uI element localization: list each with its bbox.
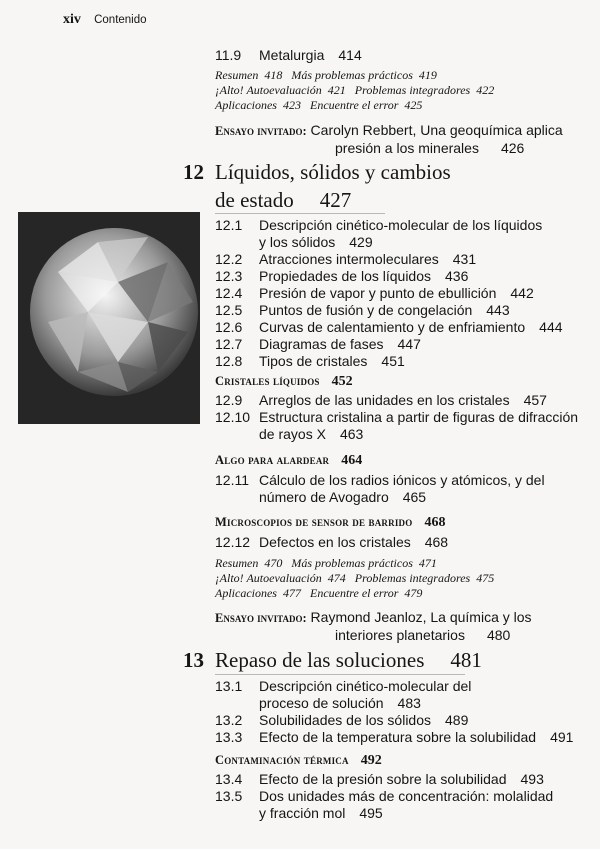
toc-entry-11-9[interactable] bbox=[215, 47, 362, 64]
essay-page: 426 bbox=[500, 140, 525, 156]
feature-algo-para-alardear[interactable] bbox=[215, 451, 362, 469]
feature-title: Microscopios de sensor de barrido bbox=[215, 515, 413, 529]
toc-entry-13-3[interactable]: 13.3 Efecto de la temperatura sobre la solubilidad 491 bbox=[215, 729, 574, 745]
toc-entry-12-2[interactable]: 12.2 Atracciones intermoleculares 431 bbox=[215, 251, 477, 267]
toc-entry-12-9[interactable]: 12.9 Arreglos de las unidades en los cristales 457 bbox=[215, 392, 547, 408]
chapter-rule bbox=[215, 674, 465, 675]
review-line: Aplicaciones 477 Encuentre el error 479 bbox=[215, 586, 423, 600]
toc-entry-13-1[interactable]: 13.1 Descripción cinético-molecular del proceso de solución 483 bbox=[215, 678, 472, 711]
chapter-number: 13 bbox=[183, 648, 204, 672]
feature-page: 492 bbox=[360, 753, 382, 768]
chapter-title-line: Repaso de las soluciones bbox=[215, 648, 425, 672]
feature-cristales-liquidos[interactable] bbox=[215, 372, 353, 390]
chapter-page: 427 bbox=[319, 188, 352, 212]
toc-entry-12-11[interactable]: 12.11 Cálculo de los radios iónicos y atómicos, y del número de Avogadro 465 bbox=[215, 472, 545, 505]
toc-entry-13-4[interactable]: 13.4 Efecto de la presión sobre la solubilidad 493 bbox=[215, 771, 544, 787]
feature-title: Contaminación térmica bbox=[215, 753, 349, 767]
chapter12-sections-b bbox=[215, 392, 578, 443]
essay-title: Raymond Jeanloz, La química y los bbox=[310, 609, 532, 625]
essay-title-cont: interiores planetarios bbox=[335, 627, 465, 643]
chapter13-sections-b bbox=[215, 771, 553, 822]
feature-page: 452 bbox=[331, 374, 353, 389]
toc-entry-12-8[interactable]: 12.8 Tipos de cristales 451 bbox=[215, 353, 405, 369]
essay-label: Ensayo invitado: bbox=[215, 611, 307, 625]
chapter-rule bbox=[215, 213, 385, 214]
toc-entry-13-5[interactable]: 13.5 Dos unidades más de concentración: molalidad y fracción mol 495 bbox=[215, 788, 554, 821]
chapter12-title[interactable] bbox=[215, 160, 451, 212]
feature-microscopios[interactable] bbox=[215, 513, 445, 531]
essay-label: Ensayo invitado: bbox=[215, 124, 307, 138]
essay-title-cont: presión a los minerales bbox=[335, 140, 479, 156]
toc-entry-12-4[interactable]: 12.4 Presión de vapor y punto de ebullición 442 bbox=[215, 285, 534, 301]
chapter12-sections bbox=[215, 217, 563, 370]
feature-title: Cristales líquidos bbox=[215, 374, 320, 388]
feature-title: Algo para alardear bbox=[215, 453, 330, 467]
review-line: Aplicaciones 423 Encuentre el error 425 bbox=[215, 98, 423, 112]
review-line: ¡Alto! Autoevaluación 474 Problemas integradores 475 bbox=[215, 571, 495, 585]
section-title: Metalurgia bbox=[259, 47, 325, 63]
running-section-title: Contenido bbox=[94, 14, 147, 26]
review-line: Resumen 418 Más problemas prácticos 419 bbox=[215, 68, 437, 82]
chapter12-review-block bbox=[215, 556, 500, 601]
toc-entry-12-7[interactable]: 12.7 Diagramas de fases 447 bbox=[215, 336, 421, 352]
crystal-sphere-icon bbox=[18, 212, 200, 424]
feature-page: 468 bbox=[424, 515, 446, 530]
chapter-page: 481 bbox=[450, 648, 482, 672]
review-line: Resumen 470 Más problemas prácticos 471 bbox=[215, 556, 437, 570]
toc-entry-12-1[interactable]: 12.1 Descripción cinético-molecular de los líquidos y los sólidos 429 bbox=[215, 217, 543, 250]
toc-entry-12-6[interactable]: 12.6 Curvas de calentamiento y de enfriamiento 444 bbox=[215, 319, 563, 335]
essay-page: 480 bbox=[486, 627, 511, 643]
toc-entry-12-3[interactable]: 12.3 Propiedades de los líquidos 436 bbox=[215, 268, 469, 284]
chapter-title-line: de estado bbox=[215, 188, 294, 212]
chapter-number: 12 bbox=[183, 160, 204, 184]
crystal-sphere-photo bbox=[18, 212, 200, 424]
page-number: xiv bbox=[63, 12, 81, 27]
chapter-title-line: Líquidos, sólidos y cambios bbox=[215, 160, 451, 184]
toc-entry-12-12[interactable]: 12.12 Defectos en los cristales 468 bbox=[215, 534, 449, 550]
section-page: 414 bbox=[338, 47, 362, 63]
chapter13-title[interactable] bbox=[215, 648, 482, 672]
section-number: 11.9 bbox=[215, 47, 242, 63]
review-line: ¡Alto! Autoevaluación 421 Problemas integradores 422 bbox=[215, 83, 495, 97]
toc-entry-13-2[interactable]: 13.2 Solubilidades de los sólidos 489 bbox=[215, 712, 469, 728]
toc-entry-12-5[interactable]: 12.5 Puntos de fusión y de congelación 443 bbox=[215, 302, 510, 318]
toc-entry-12-10[interactable]: 12.10 Estructura cristalina a partir de figuras de difracción de rayos X 463 bbox=[215, 409, 579, 442]
guest-essay-carolyn-rebbert[interactable] bbox=[215, 122, 563, 157]
guest-essay-raymond-jeanloz[interactable] bbox=[215, 609, 532, 644]
feature-page: 464 bbox=[341, 453, 363, 468]
chapter11-review-block bbox=[215, 68, 500, 113]
chapter13-sections bbox=[215, 678, 573, 746]
feature-contaminacion-termica[interactable] bbox=[215, 751, 382, 769]
running-header bbox=[63, 12, 147, 28]
essay-title: Carolyn Rebbert, Una geoquímica aplica bbox=[310, 122, 563, 138]
